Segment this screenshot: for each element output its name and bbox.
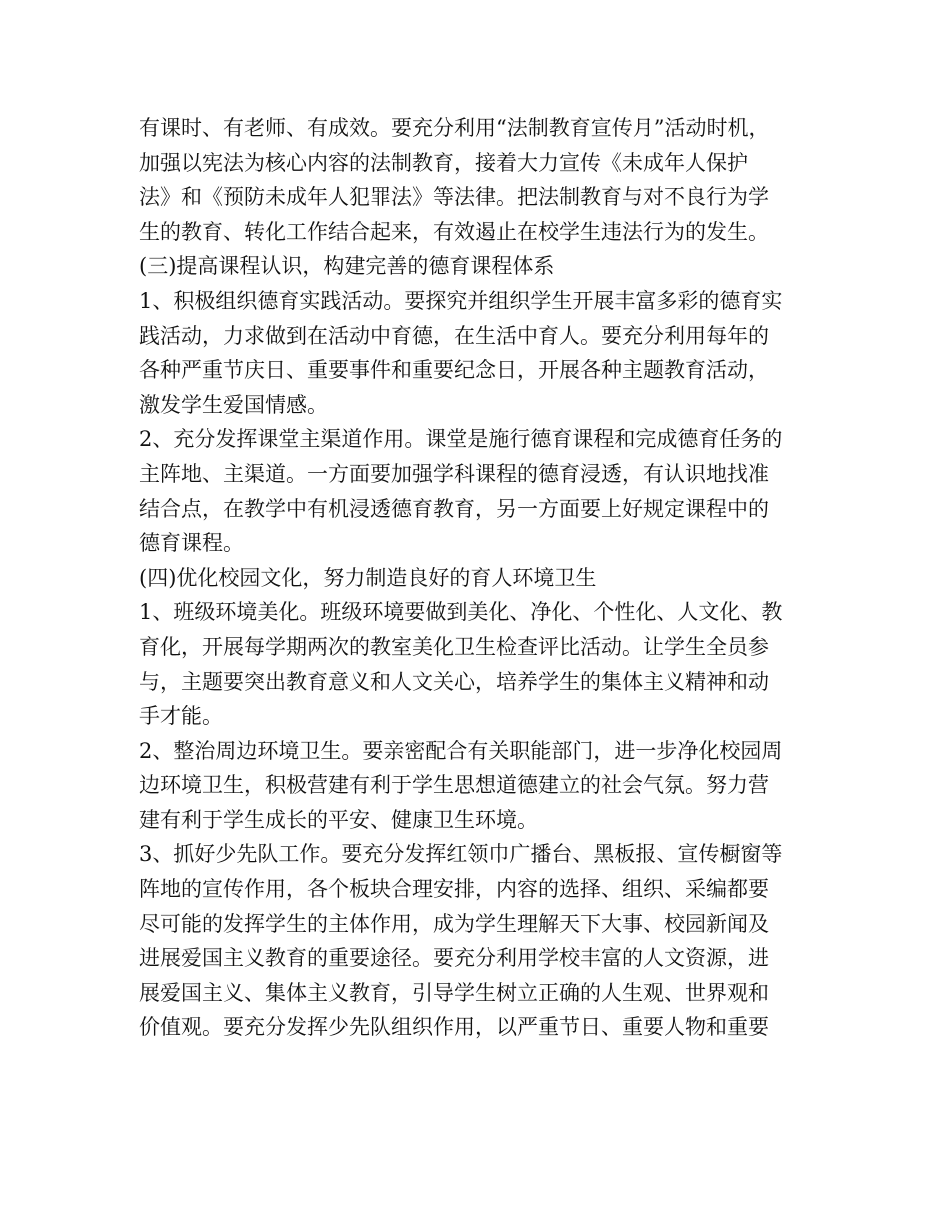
text-line: 有课时、有老师、有成效。要充分利用“法制教育宣传月”活动时机， xyxy=(139,116,770,140)
text-line: 进展爱国主义教育的重要途径。要充分利用学校丰富的人文资源，进 xyxy=(139,946,769,971)
text-line: 1、班级环境美化。班级环境要做到美化、净化、个性化、人文化、教 xyxy=(139,600,783,625)
text-line: 激发学生爱国情感。 xyxy=(139,392,328,417)
text-line: 结合点，在教学中有机浸透德育教育，另一方面要上好规定课程中的 xyxy=(139,496,769,521)
text-line: 阵地的宣传作用，各个板块合理安排，内容的选择、组织、采编都要 xyxy=(139,877,769,902)
text-line: 生的教育、转化工作结合起来，有效遏止在校学生违法行为的发生。 xyxy=(139,219,769,244)
text-line: 手才能。 xyxy=(139,704,223,729)
text-line: 尽可能的发挥学生的主体作用，成为学生理解天下大事、校园新闻及 xyxy=(139,911,769,936)
text-line: 育化，开展每学期两次的教室美化卫生检查评比活动。让学生全员参 xyxy=(139,634,769,659)
text-line: 1、积极组织德育实践活动。要探究并组织学生开展丰富多彩的德育实 xyxy=(139,288,783,313)
text-line: 德育课程。 xyxy=(139,531,244,556)
text-line: 边环境卫生，积极营建有利于学生思想道德建立的社会气氛。努力营 xyxy=(139,773,769,798)
section-heading: (四)优化校园文化，努力制造良好的育人环境卫生 xyxy=(139,565,597,590)
text-line: 价值观。要充分发挥少先队组织作用，以严重节日、重要人物和重要 xyxy=(139,1015,769,1040)
text-line: 展爱国主义、集体主义教育，引导学生树立正确的人生观、世界观和 xyxy=(139,980,769,1005)
text-line: 建有利于学生成长的平安、健康卫生环境。 xyxy=(139,807,538,832)
text-line: 加强以宪法为核心内容的法制教育，接着大力宣传《未成年人保护 xyxy=(139,150,748,175)
text-line: 与，主题要突出教育意义和人文关心，培养学生的集体主义精神和动 xyxy=(139,669,769,694)
document-body xyxy=(139,111,829,1045)
section-heading: (三)提高课程认识，构建完善的德育课程体系 xyxy=(139,254,555,279)
text-line: 践活动，力求做到在活动中育德，在生活中育人。要充分利用每年的 xyxy=(139,323,769,348)
text-line: 主阵地、主渠道。一方面要加强学科课程的德育浸透，有认识地找准 xyxy=(139,461,769,486)
text-line: 3、抓好少先队工作。要充分发挥红领巾广播台、黑板报、宣传橱窗等 xyxy=(139,842,783,867)
text-line: 各种严重节庆日、重要事件和重要纪念日，开展各种主题教育活动， xyxy=(139,358,769,383)
text-line: 2、整治周边环境卫生。要亲密配合有关职能部门，进一步净化校园周 xyxy=(139,738,783,763)
text-line: 2、充分发挥课堂主渠道作用。课堂是施行德育课程和完成德育任务的 xyxy=(139,427,783,452)
text-line: 法》和《预防未成年人犯罪法》等法律。把法制教育与对不良行为学 xyxy=(139,185,769,210)
